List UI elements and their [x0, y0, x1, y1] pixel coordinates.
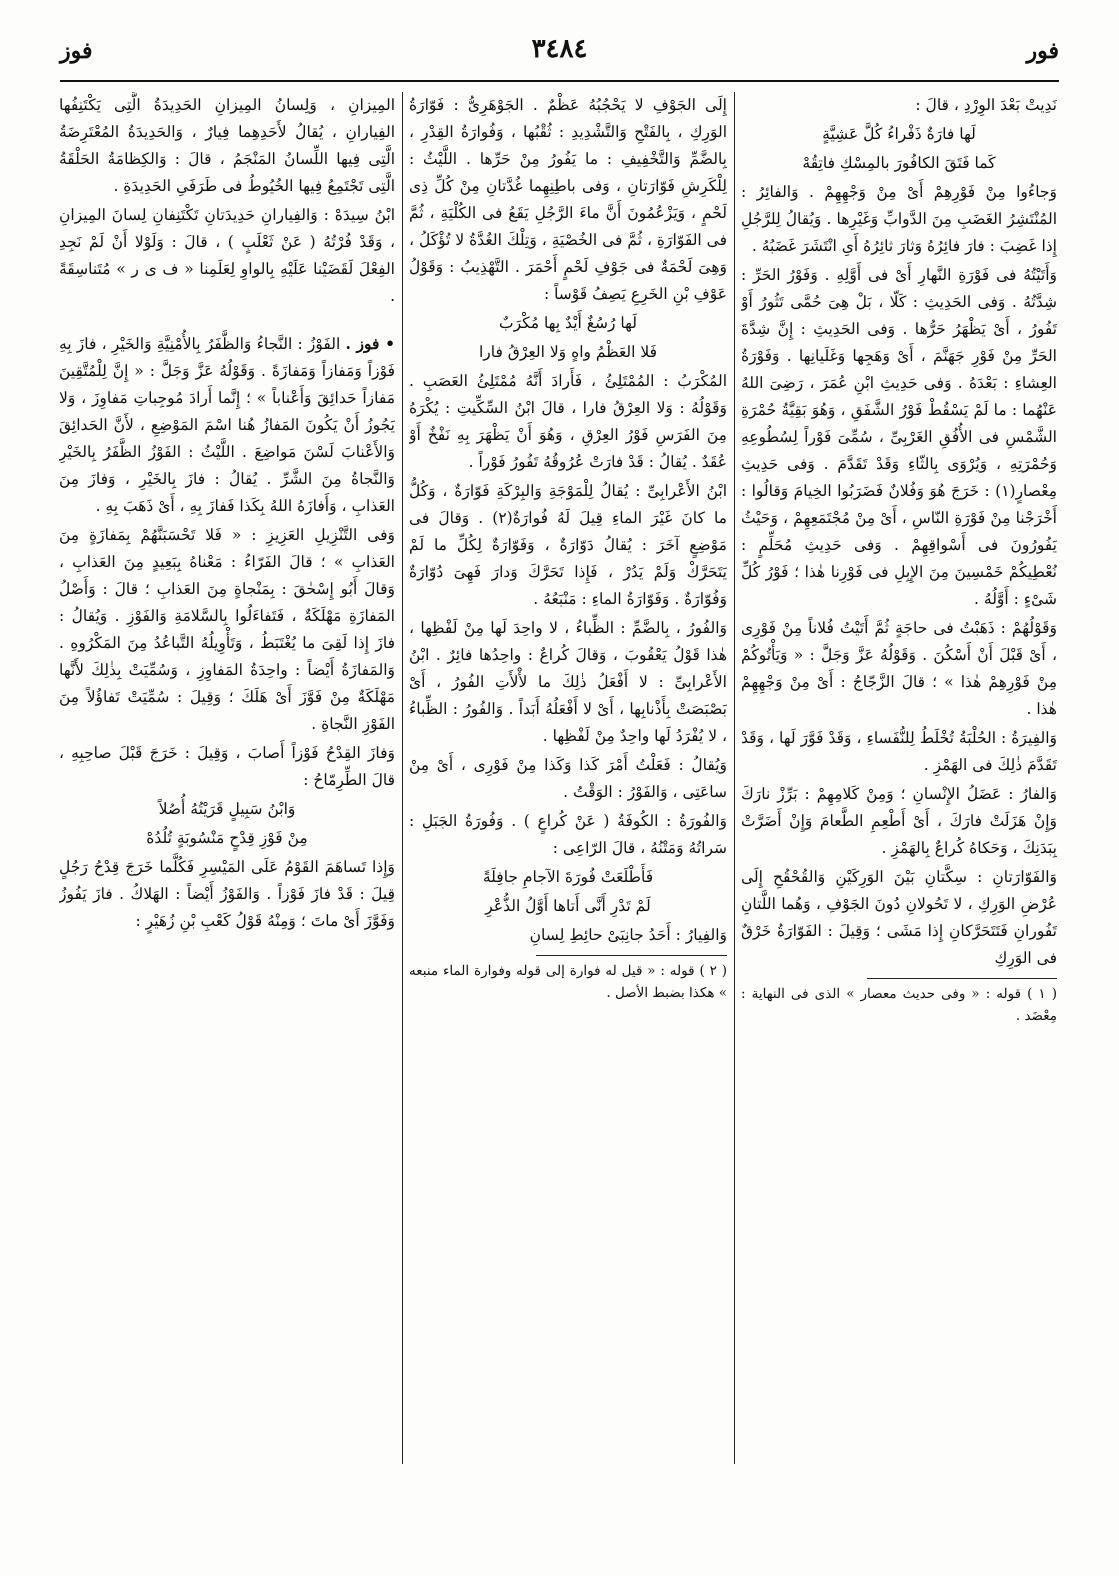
footnote: ( ٢ ) قوله : « قيل له فوارة إلى قوله وفوارة الماء منبعه » هكذا بضبط الأصل .: [409, 963, 727, 1001]
paragraph: وَأَتَيْتُهُ فى فَوْرَةِ النَّهارِ أَىْ فى أَوَّلِهِ . وَفَوْرُ الحَرِّ : شِدَّتُهُ . وَفى الحَدِيثِ : كَلّا ، بَلْ هِىَ حُمَّى تَثُورُ أَوْ تَفُورُ ، أَىْ يَظْهَرُ حَرُّها . وَفى الحَدِيثِ : إِنَّ شِدَّةَ الحَرِّ مِنْ فَوْرِ جَهَنَّمَ ، أَىْ وَهَجِها وَغَلَيانِها . وَفَوْرَةُ العِشاءِ : بَعْدَهُ . وَفى حَدِيثِ ابْنِ عُمَرَ ، رَضِىَ اللهُ عَنْهُما : ما لَمْ يَسْقُطْ فَوْرُ الشَّفَقِ ، وَهُوَ بَقِيَّةُ حُمْرَةِ الشَّمْسِ فى الأُفُقِ الغَرْبِىِّ ، سُمِّىَ فَوْراً لِسُطُوعِهِ وَحُمْرَتِهِ ، وَيُرْوَى بِالثّاءِ وَقَدْ تَقَدَّمَ . وَفى حَدِيثِ مِعْصارٍ(١) : خَرَجَ هُوَ وَفُلانٌ فَضَرَبُوا الخِيامَ وَقالُوا : أَخْرَجْنا مِنْ فَوْرَةِ النّاسِ ، أَىْ مِنْ مُجْتَمَعِهِمْ ، وَحَيْثُ يَفُورُونَ فى أَسْواقِهِمْ . وَفى حَدِيثِ مُحَلِّمٍ : نُعْطِيكُمْ خَمْسِينَ مِنَ الإِبِلِ فى فَوْرِنا هٰذا ؛ فَوْرُ كُلِّ شَىْءٍ : أَوَّلُهُ .: [741, 266, 1057, 608]
header-root-word-right: فور: [1026, 38, 1059, 64]
paragraph: وَإِذا تَساهَمَ القَوْمُ عَلَى المَيْسِرِ فَكُلَّما خَرَجَ قِدْحُ رَجُلٍ قِيلَ : قَدْ فازَ فَوْزاً . وَالفَوْزُ أَيْضاً : الهَلاكُ . فازَ يَفُوزُ وَفَوَّزَ أَىْ ماتَ ؛ وَمِنْهُ قَوْلُ كَعْبِ بْنِ زُهَيْرٍ :: [59, 858, 395, 930]
paragraph: وَالفِيرَةُ : الحُلْبَةُ تُخْلَطُ لِلنُّفَساءِ ، وَقَدْ فَوَّرَ لَها ، وَقَدْ تَقَدَّمَ ذٰلِكَ فى الهَمْزِ .: [741, 729, 1057, 774]
footnote-rule: [536, 955, 727, 956]
header-rule: [60, 80, 1059, 82]
paragraph: ابْنُ سِيدَهْ : وَالفِيارانِ حَدِيدَتانِ تَكْتَنِفانِ لِسانَ المِيزانِ ، وَقَدْ فُرْتُهُ ( عَنْ ثَعْلَبٍ ) ، قالَ : وَلَوْلا أَنْ لَمْ نَجِدِ الفِعْلَ لَقَضَيْنا عَلَيْهِ بِالواوِ لِعَلَمِنا « ف ى ر » مُتَناسِقَةً .: [59, 206, 395, 305]
verse-line: فَأَطْلَعَتْ فُورَةَ الآجامِ جافِلَةً: [482, 868, 654, 886]
page-header: [60, 34, 1059, 74]
paragraph: وَالفُورَةُ : الكُوفَةُ ( عَنْ كُراعٍ ) . وَفُورَةُ الجَبَلِ : سَراتُهُ وَمَتْنُهُ ، قالَ الرّاعِى :: [409, 812, 727, 857]
verse-line: لَمْ تَدْرِ أَنَّى أَتاها أَوَّلُ الذُّعْرِ: [485, 897, 651, 915]
page-number: ٣٤٨٤: [531, 34, 588, 64]
entry-headword: • فوز .: [345, 334, 395, 353]
verse-line: كَما فَتَقَ الكافُورَ بالمِسْكِ فاتِقُهْ: [802, 154, 996, 172]
verse-line: فَلا العَظْمُ واهٍ وَلا العِرْقُ فارا: [478, 343, 658, 361]
paragraph: وَالفُورُ ، بِالضَّمِّ : الظِّباءُ ، لا واحِدَ لَها مِنْ لَفْظِها ، هٰذا قَوْلُ يَعْقُوبَ ، وَقالَ كُراعٌ : واحِدُها فائِرٌ . ابْنُ الأَعْرابِىِّ : لا أَفْعَلُ ذٰلِكَ ما لأْلأَتِ الفُورُ ، أَىْ بَصْبَصَتْ بِأَذْنابِها ، أَىْ لا أَفْعَلُهُ أَبَداً . وَالفُورُ : الظِّباءُ ، لا يُفْرَدُ لَها واحِدٌ مِنْ لَفْظِها .: [409, 619, 727, 745]
paragraph: وَالفَوّارَتانِ : سِكَّتانِ بَيْنَ الوَرِكَيْنِ وَالقُحْقُحِ إِلَى عُرْضِ الوَرِكِ ، لا تَحُولانِ دُونَ الجَوْفِ ، وَهُما اللَّتانِ تَفُورانِ فَتَتَحَرَّكانِ إِذا مَشَى ؛ وَقِيلَ : الفَوّارَةُ خَرْقٌ فى الوَرِكِ: [741, 868, 1057, 967]
column-divider: [402, 92, 403, 1464]
verse-line: لَها فارَةٌ ذَفْراءُ كُلَّ عَشِيَّةٍ: [822, 125, 976, 143]
footnote: ( ١ ) قوله : « وفى حديث معصار » الذى فى النهاية : مِعْضَد .: [741, 986, 1057, 1024]
text-column-1: [741, 92, 1057, 1462]
entry: [59, 330, 395, 520]
paragraph: المِيزانِ ، وَلِسانُ المِيزانِ الحَدِيدَةُ الَّتِى يَكْتَنِفُها الفِيارانِ ، يُقالُ لأَحَدِهِما فِيارٌ ، وَالحَدِيدَةُ المُعْتَرِضَةُ الَّتِى فِيها اللِّسانُ المَنْجَمُ ، قالَ : وَالكِظامَةُ الحَلْقَةُ الَّتِى تَجْتَمِعُ فِيها الخُيُوطُ فى طَرَفَىِ الحَدِيدَةِ .: [59, 96, 395, 195]
text-column-2: [409, 92, 727, 1462]
paragraph: وَقَوْلُهُمْ : ذَهَبْتُ فى حاجَةٍ ثُمَّ أَتَيْتُ فُلاناً مِنْ فَوْرِى ، أَىْ قَبْلَ أَنْ أَسْكُنَ . وَقَوْلُهُ عَزَّ وَجَلَّ : « وَيَأْتُوكُمْ مِنْ فَوْرِهِمْ هٰذا » ؛ قالَ الزَّجّاجُ : أَىْ مِنْ وَجْهِهِمْ هٰذا .: [741, 619, 1057, 718]
verse-line: مِنْ فَوْزِ قِدْحٍ مَنْسُوبَةٍ تُلُدُهْ: [146, 829, 308, 847]
paragraph: وَالفِيارُ : أَحَدُ جانِبَىْ حائِطِ لِسانِ: [529, 926, 727, 944]
paragraph: نَدِيتْ بَعْدَ الوِرْدِ ، قالَ :: [915, 96, 1057, 114]
paragraph: ابْنُ الأَعْرابِىِّ : يُقالُ لِلْمَوْجَةِ وَالبِرْكَةِ فَوّارَةٌ ، وَكُلُّ ما كانَ غَيْرَ الماءِ قِيلَ لَهُ فُوارَةٌ(٢) . وَقالَ فى مَوْضِعٍ آخَرَ : يُقالُ دَوّارَةٌ ، وَفَوّارَةٌ لِكُلِّ ما لَمْ يَتَحَرَّكْ وَلَمْ يَدُرْ ، فَإِذا تَحَرَّكَ وَدارَ فَهِىَ دُوّارَةٌ وَفُوّارَةٌ . وَفَوّارَةُ الماءِ : مَنْبَعُهُ .: [409, 482, 727, 608]
paragraph: إِلَى الجَوْفِ لا يَحْجُبُهُ عَظْمٌ . الجَوْهَرِىُّ : فَوّارَةُ الوَرِكِ ، بِالفَتْحِ وَالتَّشْدِيدِ : ثُقْبُها ، وَفُوارَةُ القِدْرِ ، بِالضَّمِّ وَالتَّخْفِيفِ : ما يَفُورُ مِنْ حَرِّها . اللَّيْثُ : لِلْكَرِشِ فَوّارَتانِ ، وَفى باطِنِهِما غُدَّتانِ مِنْ كُلِّ ذِى لَحْمٍ ، وَيَزْعُمُونَ أَنَّ ماءَ الرَّجُلِ يَقَعُ فى الكُلْيَةِ ، ثُمَّ فى الفَوّارَةِ ، ثُمَّ فى الخُصْيَةِ ، وَتِلْكَ الغُدَّةُ لا تُؤْكَلُ ، وَهِىَ لَحْمَةٌ فى جَوْفِ لَحْمٍ أَحْمَرَ . التَّهْذِيبُ : وَقَوْلُ عَوْفِ بْنِ الخَرِعِ يَصِفُ قَوْساً :: [409, 96, 727, 303]
entry-text: الفَوْزُ : النَّجاءُ وَالظَّفَرُ بِالأُمْنِيَّةِ وَالخَيْرِ ، فازَ بِهِ فَوْزاً وَمَفازاً وَمَفازَةً . وَقَوْلُهُ عَزَّ وَجَلَّ : « إِنَّ لِلْمُتَّقِينَ مَفازاً حَدائِقَ وَأَعْناباً » ؛ إِنَّما أَرادَ مُوجِباتِ مَفاوِزَ ، وَلا يَجُوزُ أَنْ يَكُونَ المَفازُ هُنا اسْمَ المَوْضِعِ ، لأَنَّ الحَدائِقَ وَالأَعْنابَ لَسْنَ مَواضِعَ . اللَّيْثُ : الفَوْزُ الظَّفَرُ بِالخَيْرِ وَالنَّجاةُ مِنَ الشَّرِّ . يُقالُ : فازَ بِالخَيْرِ ، وَفازَ مِنَ العَذابِ ، وَأَفازَهُ اللهُ بِكَذا فَفازَ بِهِ ، أَىْ ذَهَبَ بِهِ .: [59, 335, 395, 515]
text-column-3: [59, 92, 395, 1462]
verse-line: لَها رُسُغٌ أَيْدٌ بِها مُكْرَبٌ: [499, 314, 637, 332]
footnote-rule: [867, 978, 1057, 979]
paragraph: وَيُقالُ : فَعَلْتُ أَمْرَ كَذا وَكَذا مِنْ فَوْرِى ، أَىْ مِنْ ساعَتِى ، وَالفَوْرُ : الوَقْتُ .: [409, 756, 727, 801]
paragraph: المُكْرَبُ : المُمْتَلِئُ ، فَأَرادَ أَنَّهُ مُمْتَلِئُ العَصَبِ . وَقَوْلُهُ : وَلا العِرْقُ فارا ، قالَ ابْنُ السِّكِّيتِ : يُكْرَهُ مِنَ الفَرَسِ فَوْرُ العِرْقِ ، وَهُوَ أَنْ يَظْهَرَ بِهِ نَفْخٌ أَوْ عُقَدٌ . يُقالُ : قَدْ فارَتْ عُرُوقُهُ تَفُورُ فَوْراً .: [409, 372, 727, 471]
verse-line: وَابْنُ سَبِيلٍ قَرَيْتُهُ أُصُلاً: [158, 800, 296, 818]
paragraph: وَفى التَّنْزِيلِ العَزِيزِ : « فَلا تَحْسَبَنَّهُمْ بِمَفازَةٍ مِنَ العَذابِ » ؛ قالَ الفَرّاءُ : مَعْناهُ بِبَعِيدٍ مِنَ العَذابِ ، وَقالَ أَبُو إِسْحٰقَ : بِمَنْجاةٍ مِنَ العَذابِ ؛ قالَ : وَأَصْلُ المَفازَةِ مَهْلَكَةٌ ، فَتَفاءَلُوا بِالسَّلامَةِ وَالفَوْزِ . وَيُقالُ : فازَ إِذا لَقِىَ ما يُغْتَبَطُ ، وَتَأْوِيلُهُ التَّباعُدُ مِنَ المَكْرُوهِ . وَالمَفازَةُ أَيْضاً : واحِدَةُ المَفاوِزِ ، وَسُمِّيَتْ بِذٰلِكَ لأَنَّها مَهْلَكَةٌ مِنْ فَوَّزَ أَىْ هَلَكَ ؛ وَقِيلَ : سُمِّيَتْ تَفاؤُلاً مِنَ الفَوْزِ النَّجاةِ .: [59, 526, 395, 733]
paragraph: وَجاءُوا مِنْ فَوْرِهِمْ أَىْ مِنْ وَجْهِهِمْ . وَالفائِرُ : المُنْتَشِرُ الغَضَبِ مِنَ الدَّوابِّ وَغَيْرِها . وَيُقالُ لِلرَّجُلِ إِذا غَضِبَ : فارَ فائِرُهُ وَثارَ ثائِرُهُ أَىِ انْتَشَرَ غَضَبُهُ .: [741, 183, 1057, 255]
paragraph: وَفازَ القِدْحُ فَوْزاً أَصابَ ، وَقِيلَ : خَرَجَ قَبْلَ صاحِبِهِ ، قالَ الطِّرِمّاحُ :: [59, 744, 395, 789]
column-divider: [734, 92, 735, 1464]
header-root-word-left: فوز: [60, 38, 93, 64]
entry-spacer: [59, 312, 395, 330]
paragraph: وَالفارُ : عَضَلُ الإِنْسانِ ؛ وَمِنْ كَلامِهِمْ : بَرِّزْ نارَكَ وَإِنْ هَزَلَتْ فارَكَ ، أَىْ أَطْعِمِ الطَّعامَ وَإِنْ أَضَرَّتْ بِبَدَنِكَ ، وَحَكاهُ كُراعٌ بِالهَمْزِ .: [741, 785, 1057, 857]
